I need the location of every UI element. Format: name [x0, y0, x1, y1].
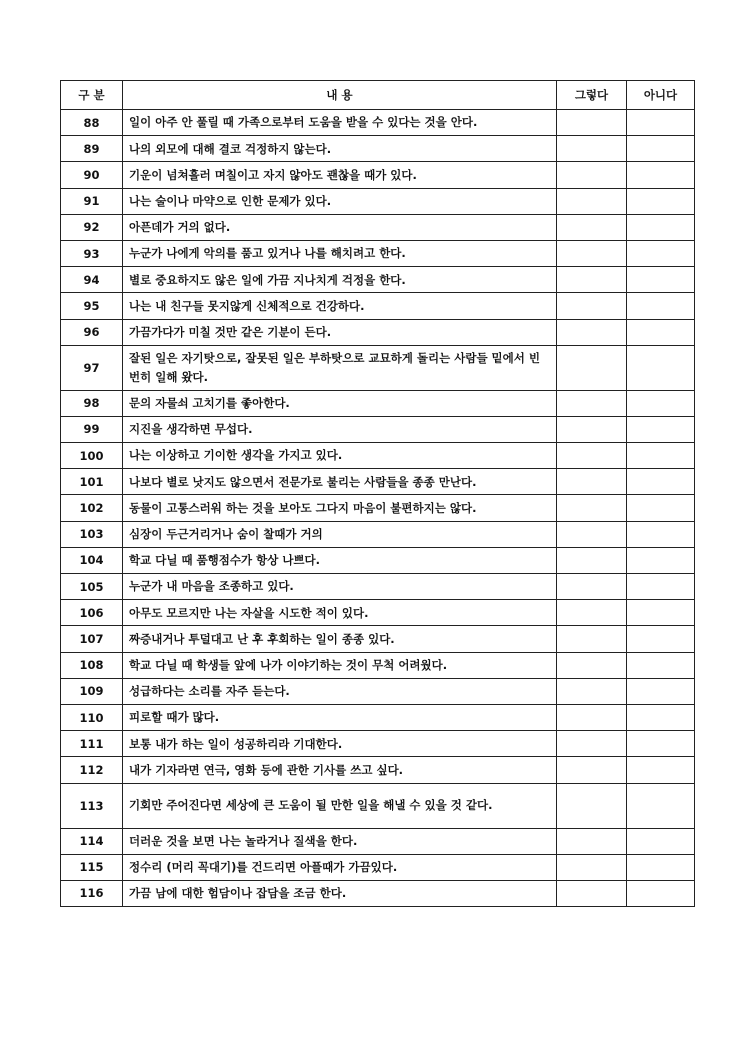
answer-yes-cell[interactable]	[557, 783, 627, 828]
header-no: 아니다	[627, 81, 695, 110]
question-text: 나보다 별로 낫지도 않으면서 전문가로 불리는 사람들을 종종 만난다.	[123, 469, 557, 495]
question-number: 110	[61, 704, 123, 730]
question-number: 109	[61, 678, 123, 704]
table-row	[61, 704, 695, 730]
table-row	[61, 547, 695, 573]
answer-no-cell[interactable]	[627, 704, 695, 730]
answer-no-cell[interactable]	[627, 828, 695, 854]
question-text: 짜증내거나 투덜대고 난 후 후회하는 일이 종종 있다.	[123, 626, 557, 652]
question-text: 학교 다닐 때 품행점수가 항상 나쁘다.	[123, 547, 557, 573]
question-number: 103	[61, 521, 123, 547]
question-text: 보통 내가 하는 일이 성공하리라 기대한다.	[123, 731, 557, 757]
answer-no-cell[interactable]	[627, 188, 695, 214]
table-row	[61, 267, 695, 293]
question-text: 성급하다는 소리를 자주 듣는다.	[123, 678, 557, 704]
header-content: 내 용	[123, 81, 557, 110]
answer-yes-cell[interactable]	[557, 704, 627, 730]
question-number: 116	[61, 880, 123, 906]
question-text: 누군가 내 마음을 조종하고 있다.	[123, 574, 557, 600]
header-row	[61, 81, 695, 110]
table-row	[61, 390, 695, 416]
question-text: 일이 아주 안 풀릴 때 가족으로부터 도움을 받을 수 있다는 것을 안다.	[123, 110, 557, 136]
question-text: 아무도 모르지만 나는 자살을 시도한 적이 있다.	[123, 600, 557, 626]
answer-yes-cell[interactable]	[557, 319, 627, 345]
question-text: 내가 기자라면 연극, 영화 등에 관한 기사를 쓰고 싶다.	[123, 757, 557, 783]
question-number: 105	[61, 574, 123, 600]
question-text: 가끔가다가 미칠 것만 같은 기분이 든다.	[123, 319, 557, 345]
table-row	[61, 319, 695, 345]
question-number: 107	[61, 626, 123, 652]
table-row	[61, 345, 695, 390]
table-row	[61, 652, 695, 678]
answer-no-cell[interactable]	[627, 469, 695, 495]
question-text: 기운이 넘쳐흘러 며칠이고 자지 않아도 괜찮을 때가 있다.	[123, 162, 557, 188]
question-number: 102	[61, 495, 123, 521]
header-yes: 그렇다	[557, 81, 627, 110]
answer-no-cell[interactable]	[627, 880, 695, 906]
answer-yes-cell[interactable]	[557, 162, 627, 188]
question-number: 114	[61, 828, 123, 854]
answer-yes-cell[interactable]	[557, 731, 627, 757]
answer-yes-cell[interactable]	[557, 828, 627, 854]
answer-yes-cell[interactable]	[557, 390, 627, 416]
question-number: 112	[61, 757, 123, 783]
answer-yes-cell[interactable]	[557, 757, 627, 783]
question-number: 100	[61, 443, 123, 469]
table-row	[61, 880, 695, 906]
answer-yes-cell[interactable]	[557, 110, 627, 136]
question-number: 92	[61, 214, 123, 240]
answer-no-cell[interactable]	[627, 678, 695, 704]
answer-no-cell[interactable]	[627, 345, 695, 390]
question-text: 학교 다닐 때 학생들 앞에 나가 이야기하는 것이 무척 어려웠다.	[123, 652, 557, 678]
answer-yes-cell[interactable]	[557, 854, 627, 880]
question-text: 아픈데가 거의 없다.	[123, 214, 557, 240]
answer-yes-cell[interactable]	[557, 600, 627, 626]
question-text: 나는 술이나 마약으로 인한 문제가 있다.	[123, 188, 557, 214]
answer-no-cell[interactable]	[627, 521, 695, 547]
answer-no-cell[interactable]	[627, 162, 695, 188]
answer-yes-cell[interactable]	[557, 293, 627, 319]
question-number: 95	[61, 293, 123, 319]
answer-yes-cell[interactable]	[557, 652, 627, 678]
answer-yes-cell[interactable]	[557, 678, 627, 704]
answer-no-cell[interactable]	[627, 319, 695, 345]
table-row	[61, 757, 695, 783]
question-number: 90	[61, 162, 123, 188]
answer-no-cell[interactable]	[627, 757, 695, 783]
answer-no-cell[interactable]	[627, 136, 695, 162]
table-row	[61, 214, 695, 240]
question-number: 104	[61, 547, 123, 573]
answer-no-cell[interactable]	[627, 600, 695, 626]
answer-no-cell[interactable]	[627, 416, 695, 442]
answer-yes-cell[interactable]	[557, 443, 627, 469]
question-number: 108	[61, 652, 123, 678]
question-text: 동물이 고통스러워 하는 것을 보아도 그다지 마음이 불편하지는 않다.	[123, 495, 557, 521]
answer-yes-cell[interactable]	[557, 626, 627, 652]
question-number: 97	[61, 345, 123, 390]
question-number: 93	[61, 240, 123, 266]
answer-no-cell[interactable]	[627, 652, 695, 678]
table-row	[61, 188, 695, 214]
table-row	[61, 162, 695, 188]
answer-no-cell[interactable]	[627, 547, 695, 573]
question-text: 기회만 주어진다면 세상에 큰 도움이 될 만한 일을 해낼 수 있을 것 같다.	[123, 783, 557, 828]
question-text: 나의 외모에 대해 결코 걱정하지 않는다.	[123, 136, 557, 162]
table-row	[61, 854, 695, 880]
question-number: 88	[61, 110, 123, 136]
question-text: 누군가 나에게 악의를 품고 있거나 나를 해치려고 한다.	[123, 240, 557, 266]
question-text: 심장이 두근거리거나 숨이 찰때가 거의	[123, 521, 557, 547]
question-number: 98	[61, 390, 123, 416]
answer-yes-cell[interactable]	[557, 188, 627, 214]
table-row	[61, 626, 695, 652]
question-number: 99	[61, 416, 123, 442]
answer-no-cell[interactable]	[627, 443, 695, 469]
answer-no-cell[interactable]	[627, 495, 695, 521]
question-number: 89	[61, 136, 123, 162]
question-text: 문의 자물쇠 고치기를 좋아한다.	[123, 390, 557, 416]
table-row	[61, 469, 695, 495]
answer-yes-cell[interactable]	[557, 136, 627, 162]
answer-yes-cell[interactable]	[557, 574, 627, 600]
question-text: 잘된 일은 자기탓으로, 잘못된 일은 부하탓으로 교묘하게 돌리는 사람들 밑에서 빈번히 일해 왔다.	[123, 345, 557, 390]
answer-yes-cell[interactable]	[557, 469, 627, 495]
question-text: 가끔 남에 대한 험담이나 잡담을 조금 한다.	[123, 880, 557, 906]
table-row	[61, 293, 695, 319]
table-row	[61, 600, 695, 626]
answer-no-cell[interactable]	[627, 214, 695, 240]
question-number: 101	[61, 469, 123, 495]
answer-no-cell[interactable]	[627, 293, 695, 319]
table-row	[61, 783, 695, 828]
answer-no-cell[interactable]	[627, 783, 695, 828]
answer-yes-cell[interactable]	[557, 416, 627, 442]
table-row	[61, 678, 695, 704]
table-row	[61, 110, 695, 136]
answer-no-cell[interactable]	[627, 110, 695, 136]
table-row	[61, 731, 695, 757]
table-row	[61, 136, 695, 162]
question-text: 별로 중요하지도 않은 일에 가끔 지나치게 걱정을 한다.	[123, 267, 557, 293]
question-text: 피로할 때가 많다.	[123, 704, 557, 730]
table-row	[61, 240, 695, 266]
header-num: 구 분	[61, 81, 123, 110]
question-number: 106	[61, 600, 123, 626]
answer-no-cell[interactable]	[627, 574, 695, 600]
table-row	[61, 521, 695, 547]
answer-no-cell[interactable]	[627, 626, 695, 652]
answer-yes-cell[interactable]	[557, 214, 627, 240]
table-body	[61, 110, 695, 907]
answer-no-cell[interactable]	[627, 854, 695, 880]
table-row	[61, 416, 695, 442]
answer-yes-cell[interactable]	[557, 240, 627, 266]
answer-yes-cell[interactable]	[557, 521, 627, 547]
question-text: 더러운 것을 보면 나는 놀라거나 질색을 한다.	[123, 828, 557, 854]
answer-no-cell[interactable]	[627, 240, 695, 266]
table-row	[61, 574, 695, 600]
question-number: 115	[61, 854, 123, 880]
question-number: 94	[61, 267, 123, 293]
questionnaire-table	[60, 80, 695, 907]
table-row	[61, 495, 695, 521]
question-text: 나는 이상하고 기이한 생각을 가지고 있다.	[123, 443, 557, 469]
question-number: 111	[61, 731, 123, 757]
answer-no-cell[interactable]	[627, 390, 695, 416]
table-row	[61, 828, 695, 854]
table-row	[61, 443, 695, 469]
question-text: 지진을 생각하면 무섭다.	[123, 416, 557, 442]
answer-no-cell[interactable]	[627, 267, 695, 293]
question-text: 정수리 (머리 꼭대기)를 건드리면 아플때가 가끔있다.	[123, 854, 557, 880]
question-number: 113	[61, 783, 123, 828]
question-number: 96	[61, 319, 123, 345]
question-text: 나는 내 친구들 못지않게 신체적으로 건강하다.	[123, 293, 557, 319]
answer-yes-cell[interactable]	[557, 345, 627, 390]
answer-yes-cell[interactable]	[557, 880, 627, 906]
answer-no-cell[interactable]	[627, 731, 695, 757]
answer-yes-cell[interactable]	[557, 267, 627, 293]
answer-yes-cell[interactable]	[557, 547, 627, 573]
question-number: 91	[61, 188, 123, 214]
answer-yes-cell[interactable]	[557, 495, 627, 521]
